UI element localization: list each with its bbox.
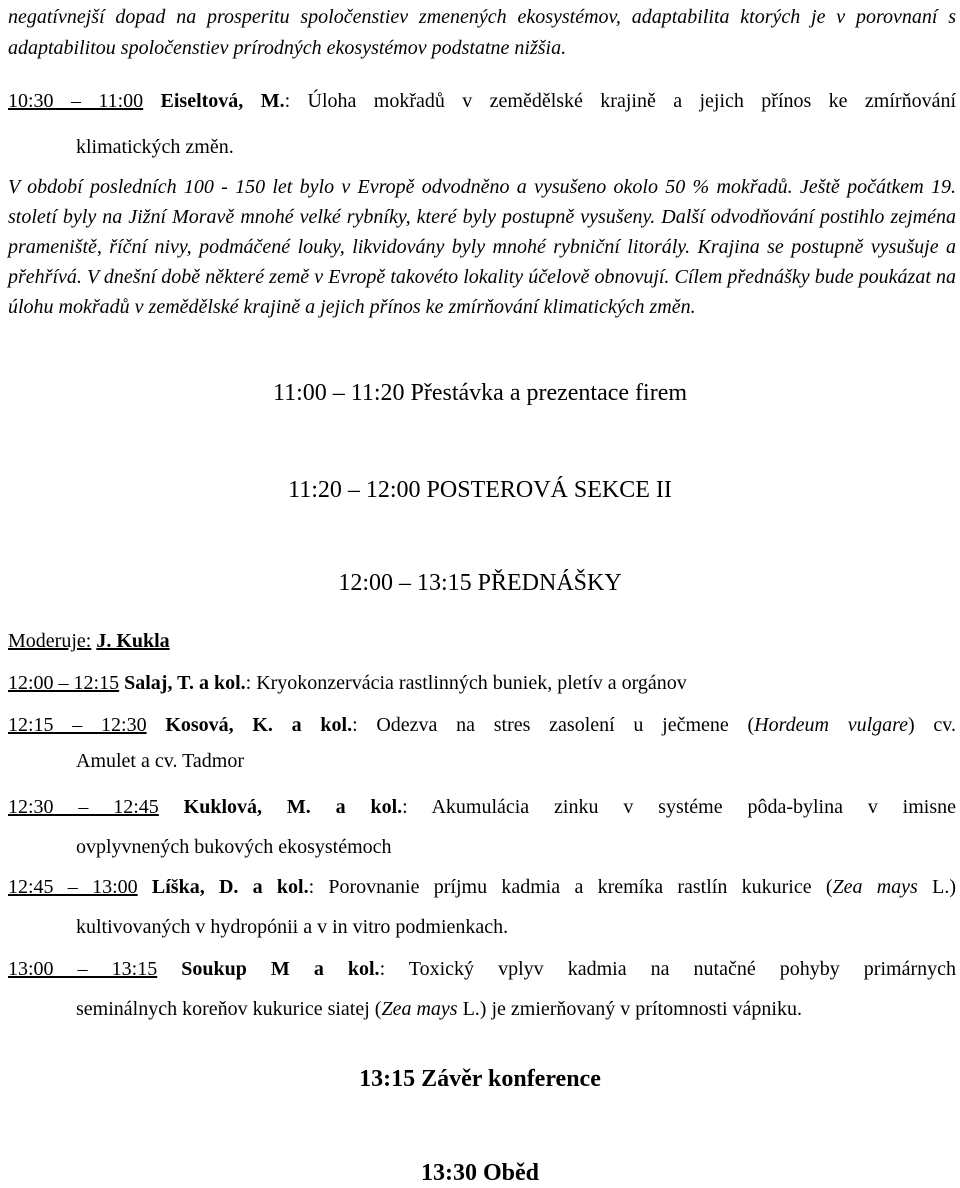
talk-kosova-line2: Amulet a cv. Tadmor (76, 750, 244, 772)
talk-author: Líška, D. a kol. (151, 876, 309, 898)
moderator-name: J. Kukla (96, 630, 170, 652)
poster-section-heading: 11:20 – 12:00 POSTEROVÁ SEKCE II (288, 477, 672, 503)
talk-time: 13:00 – 13:15 (8, 958, 158, 980)
talk-author: Salaj, T. a kol. (124, 672, 246, 694)
species-name: Zea mays (381, 998, 458, 1020)
talk-soukup-line2 (76, 998, 956, 1021)
talk-title: : Úloha mokřadů v zemědělské krajině a jejich přínos ke zmírňování (284, 90, 957, 112)
talk-kuklova-line2: ovplyvnených bukových ekosystémoch (76, 836, 392, 858)
lunch-heading: 13:30 Oběd (420, 1160, 539, 1186)
talk-author: Eiseltová, M. (160, 90, 285, 112)
talk-author: Soukup M a kol. (181, 958, 380, 980)
talk-kosova-line1 (8, 714, 956, 737)
closing-heading: 13:15 Závěr konference (359, 1066, 601, 1092)
talk-soukup-line1 (8, 958, 956, 981)
species-name: Hordeum vulgare (754, 714, 909, 736)
talk-eiseltova-line1 (8, 90, 956, 113)
talk-salaj-line1 (8, 672, 956, 695)
talk-time: 12:30 – 12:45 (8, 796, 159, 818)
talk-liska-line1 (8, 876, 956, 899)
talk-eiseltova-line2: klimatických změn. (76, 136, 234, 158)
talk-title-end: L.) (917, 876, 956, 898)
talk-time: 12:15 – 12:30 (8, 714, 147, 736)
lectures-heading: 12:00 – 13:15 PŘEDNÁŠKY (338, 570, 622, 596)
talk-kuklova-line1 (8, 796, 956, 819)
intro-paragraph: negatívnejší dopad na prosperitu spoločenstiev zmenených ekosystémov, adaptabilita ktorých je v porovnaní s adaptabilitou spoločenstiev prírodných ekosystémov podstatne nižšia. (8, 6, 956, 59)
talk-liska-line2: kultivovaných v hydropónii a v in vitro podmienkach. (76, 916, 509, 938)
talk-author: Kosová, K. a kol. (165, 714, 353, 736)
talk-time: 10:30 – 11:00 (8, 90, 144, 112)
talk-title: : Akumulácia zinku v systéme pôda-bylina v imisne (402, 796, 957, 818)
talk-title-end: L.) je zmierňovaný v prítomnosti vápniku. (457, 998, 802, 1020)
talk-title: : Kryokonzervácia rastlinných buniek, pletív a orgánov (245, 672, 687, 694)
talk-author: Kuklová, M. a kol. (183, 796, 403, 818)
talk-time: 12:00 – 12:15 (8, 672, 120, 694)
talk-title: seminálnych koreňov kukurice siatej ( (76, 998, 382, 1020)
talk-time: 12:45 – 13:00 (8, 876, 138, 898)
talk-title: : Porovnanie príjmu kadmia a kremíka rastlín kukurice ( (308, 876, 833, 898)
moderator-label: Moderuje: (8, 630, 92, 652)
moderator-line (8, 630, 956, 653)
talk-title: : Toxický vplyv kadmia na nutačné pohyby primárnych (379, 958, 956, 980)
abstract-paragraph: V období posledních 100 - 150 let bylo v Evropě odvodněno a vysušeno okolo 50 % mokřadů. Ještě počátkem 19. století byly na Jižní Moravě mnohé velké rybníky, které byly postupně vysušeny. Další odvodňování postihlo zejména prameniště, říční nivy, podmáčené louky, likvidovány byly mnohé rybniční litorály. Krajina se postupně vysušuje a přehřívá. V dnešní době některé země v Evropě takovéto lokality účelově obnovují. Cílem přednášky bude poukázat na úlohu mokřadů v zemědělské krajině a jejich přínos ke zmírňování klimatických změn. (8, 176, 956, 318)
talk-title: : Odezva na stres zasolení u ječmene ( (352, 714, 755, 736)
species-name: Zea mays (832, 876, 918, 898)
break-heading: 11:00 – 11:20 Přestávka a prezentace firem (272, 380, 688, 406)
talk-title-end: ) cv. (908, 714, 957, 736)
